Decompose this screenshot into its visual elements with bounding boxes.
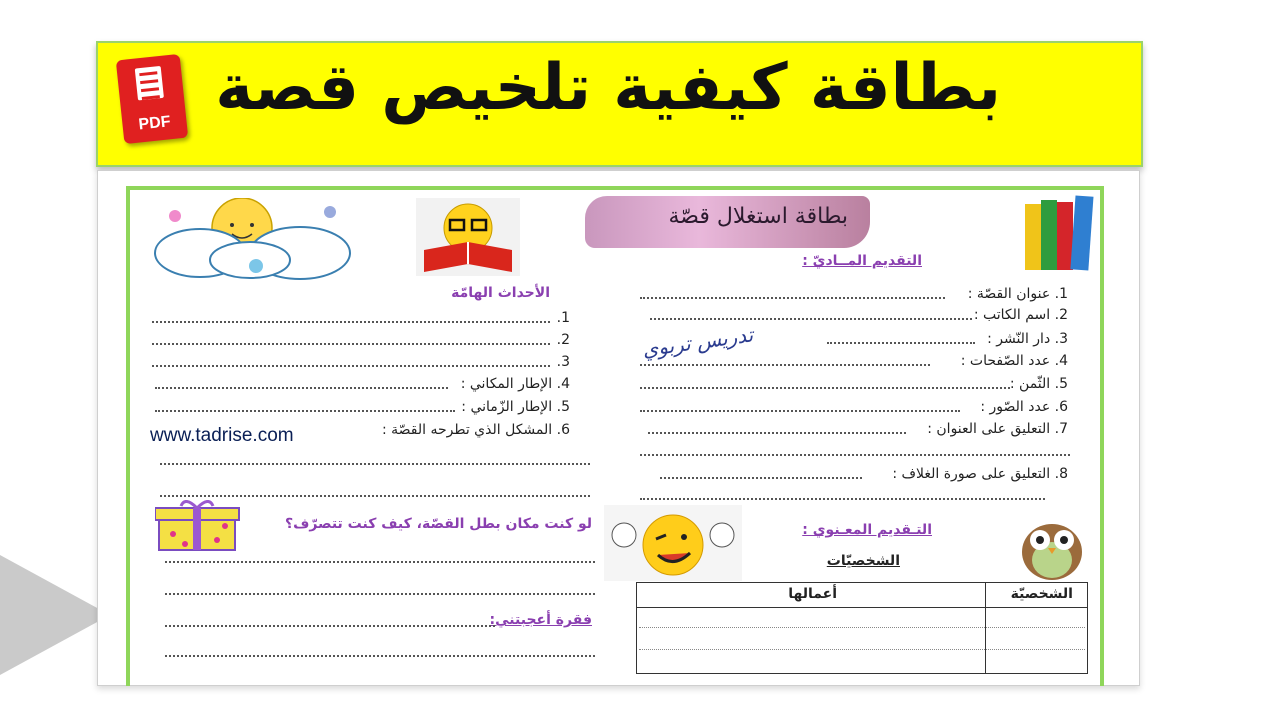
event-item: 3. — [556, 354, 570, 370]
answer-line — [640, 387, 1010, 389]
answer-line — [660, 477, 862, 479]
card-title-banner — [585, 196, 870, 248]
title-banner — [96, 41, 1143, 167]
material-item: 5. الثّمن : — [1009, 376, 1068, 392]
gift-box-icon — [155, 500, 240, 552]
material-item: 7. التعليق على العنوان : — [927, 421, 1068, 437]
table-divider — [985, 583, 986, 673]
answer-line — [640, 297, 945, 299]
table-row — [639, 627, 1085, 628]
answer-line — [160, 463, 590, 465]
answer-line — [640, 498, 1045, 500]
event-item: 4. الإطار المكاني : — [460, 376, 570, 392]
answer-line — [640, 454, 1070, 456]
answer-line — [155, 387, 448, 389]
sun-cloud-icon — [150, 198, 355, 288]
pdf-icon[interactable] — [116, 54, 188, 144]
answer-line — [165, 625, 495, 627]
banner-title: بطاقة كيفية تلخيص قصة — [215, 51, 1001, 125]
event-item: 5. الإطار الزّماني : — [461, 399, 570, 415]
material-item: 1. عنوان القصّة : — [967, 286, 1068, 302]
answer-line — [165, 561, 595, 563]
characters-table — [636, 582, 1088, 674]
answer-line — [827, 342, 975, 344]
answer-line — [160, 495, 590, 497]
answer-line — [640, 410, 960, 412]
event-item: 6. المشكل الذي تطرحه القصّة : — [381, 422, 570, 438]
material-item: 2. اسم الكاتب : — [973, 307, 1068, 323]
material-item: 8. التعليق على صورة الغلاف : — [892, 466, 1068, 482]
table-header-character: الشخصيّة — [1010, 586, 1073, 602]
owl-icon — [1012, 512, 1092, 582]
answer-line — [152, 343, 550, 345]
books-icon — [1023, 192, 1097, 272]
decorative-shadow — [0, 555, 110, 675]
event-item: 2. — [556, 332, 570, 348]
table-row — [639, 649, 1085, 650]
pdf-label: PDF — [137, 113, 172, 134]
site-logo: تدريس تربوي — [640, 322, 755, 362]
answer-line — [165, 655, 595, 657]
favorite-paragraph-heading: فقرة أعجبتني: — [489, 612, 592, 628]
moral-heading: التـقديم المعـنوي : — [802, 522, 932, 538]
question-prompt: لو كنت مكان بطل القصّة، كيف كنت تتصرّف؟ — [284, 516, 592, 532]
material-item: 6. عدد الصّور : — [980, 399, 1068, 415]
answer-line — [650, 318, 972, 320]
answer-line — [152, 365, 550, 367]
material-heading: التقديم المــاديّ : — [802, 253, 922, 269]
characters-heading: الشخصيّات — [826, 553, 900, 569]
card-title: بطاقة استغلال قصّة — [668, 204, 848, 229]
material-item: 3. دار النّشر : — [987, 331, 1068, 347]
answer-line — [648, 432, 906, 434]
answer-line — [165, 593, 595, 595]
event-item: 1. — [556, 310, 570, 326]
thumbs-up-smiley-icon — [604, 505, 742, 581]
answer-line — [640, 364, 930, 366]
watermark-url[interactable]: www.tadrise.com — [150, 425, 294, 446]
events-heading: الأحداث الهامّة — [451, 285, 550, 301]
material-item: 4. عدد الصّفحات : — [960, 353, 1068, 369]
table-header-actions: أعمالها — [788, 586, 837, 602]
answer-line — [155, 410, 455, 412]
answer-line — [152, 321, 550, 323]
reading-smiley-icon — [416, 198, 520, 276]
